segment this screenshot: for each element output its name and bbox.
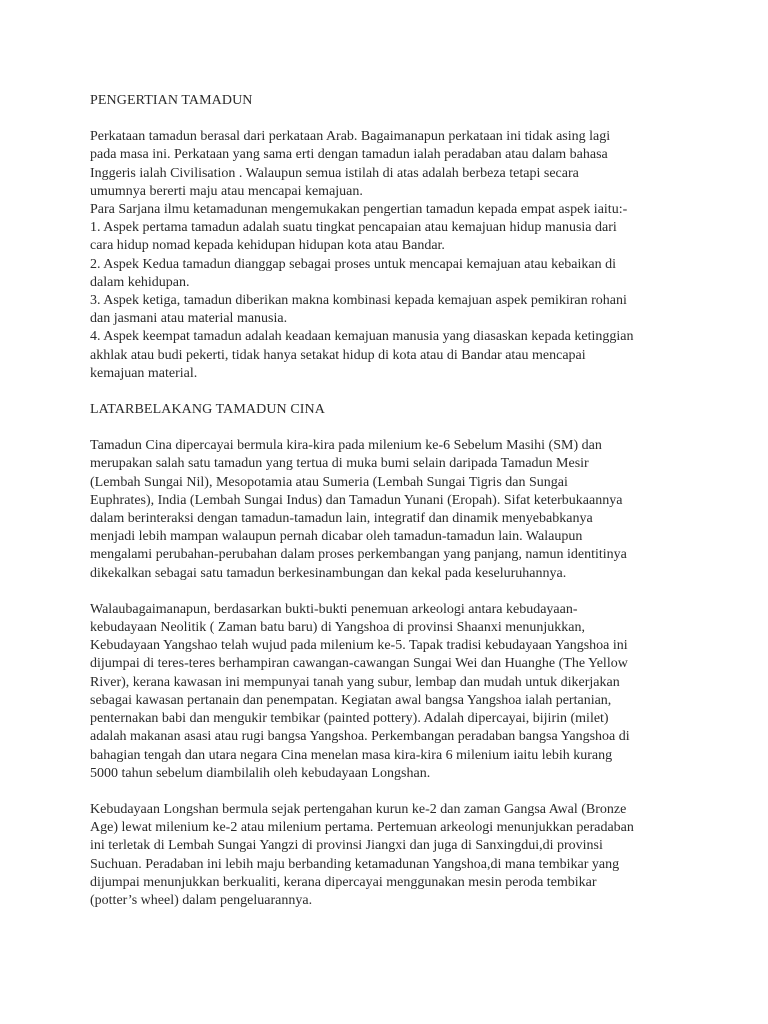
section-pengertian-tamadun <box>90 92 720 383</box>
text-line: 1. Aspek pertama tamadun adalah suatu tingkat pencapaian atau kemajuan hidup manusia dari <box>90 220 617 236</box>
text-line: dikekalkan sebagai satu tamadun berkesinambungan dan kekal pada keseluruhannya. <box>90 565 567 581</box>
text-line: menjadi lebih mampan walaupun pernah dicabar oleh tamadun-tamadun lain. Walaupun <box>90 529 583 545</box>
text-line: kebudayaan Neolitik ( Zaman batu baru) di Yangshoa di provinsi Shaanxi menunjukkan, <box>90 620 585 636</box>
text-line: sebagai kawasan pertanain dan penempatan. Kegiatan awal bangsa Yangshoa ialah pertanian, <box>90 692 612 708</box>
section-latarbelakang-tamadun-cina <box>90 401 720 910</box>
text-line: (Lembah Sungai Nil), Mesopotamia atau Sumeria (Lembah Sungai Tigris dan Sungai <box>90 474 568 490</box>
paragraph <box>90 601 720 783</box>
text-line: Age) lewat milenium ke-2 atau milenium pertama. Pertemuan arkeologi menunjukkan peradaban <box>90 820 634 836</box>
text-line: dalam kehidupan. <box>90 274 190 290</box>
text-line: kemajuan material. <box>90 365 198 381</box>
text-line: pada masa ini. Perkataan yang sama erti dengan tamadun ialah peradaban atau dalam bahasa <box>90 147 608 163</box>
text-line: cara hidup nomad kepada kehidupan hidupan kota atau Bandar. <box>90 238 445 254</box>
text-line: Perkataan tamadun berasal dari perkataan Arab. Bagaimanapun perkataan ini tidak asing lagi <box>90 129 611 145</box>
text-line: Kebudayaan Longshan bermula sejak pertengahan kurun ke-2 dan zaman Gangsa Awal (Bronze <box>90 801 627 817</box>
text-line: adalah makanan asasi atau rugi bangsa Yangshoa. Perkembangan peradaban bangsa Yangshoa di <box>90 729 630 745</box>
text-line: akhlak atau budi pekerti, tidak hanya setakat hidup di kota atau di Bandar atau mencapai <box>90 347 586 363</box>
text-line: mengalami perubahan-perubahan dalam proses perkembangan yang panjang, namun identitinya <box>90 547 627 563</box>
text-line: 3. Aspek ketiga, tamadun diberikan makna kombinasi kepada kemajuan aspek pemikiran rohani <box>90 293 627 309</box>
text-line: ini terletak di Lembah Sungai Yangzi di provinsi Jiangxi dan juga di Sanxingdui,di provinsi <box>90 838 603 854</box>
text-line: 4. Aspek keempat tamadun adalah keadaan kemajuan manusia yang diasaskan kepada ketinggian <box>90 329 634 345</box>
paragraph <box>90 437 720 583</box>
text-line: penternakan babi dan mengukir tembikar (painted pottery). Adalah dipercayai, bijirin (milet) <box>90 711 609 727</box>
document-page <box>90 92 720 910</box>
text-line: (potter’s wheel) dalam pengeluarannya. <box>90 892 313 908</box>
text-line: 5000 tahun sebelum diambilalih oleh kebudayaan Longshan. <box>90 765 431 781</box>
paragraph <box>90 128 720 383</box>
text-line: dijumpai di teres-teres berhampiran cawangan-cawangan Sungai Wei dan Huanghe (The Yellow <box>90 656 628 672</box>
text-line: Walaubagaimanapun, berdasarkan bukti-bukti penemuan arkeologi antara kebudayaan- <box>90 601 578 617</box>
text-line: 2. Aspek Kedua tamadun dianggap sebagai proses untuk mencapai kemajuan atau kebaikan di <box>90 256 616 272</box>
text-line: Kebudayaan Yangshao telah wujud pada milenium ke-5. Tapak tradisi kebudayaan Yangshoa ini <box>90 638 628 654</box>
text-line: dan jasmani atau material manusia. <box>90 311 288 327</box>
text-line: Euphrates), India (Lembah Sungai Indus) dan Tamadun Yunani (Eropah). Sifat keterbukaannya <box>90 492 623 508</box>
section-heading: LATARBELAKANG TAMADUN CINA <box>90 402 325 418</box>
text-line: dalam berinteraksi dengan tamadun-tamadun lain, integratif dan dinamik menyebabkanya <box>90 511 593 527</box>
text-line: Inggeris ialah Civilisation . Walaupun semua istilah di atas adalah berbeza tetapi secara <box>90 165 579 181</box>
text-line: bahagian tengah dan utara negara Cina menelan masa kira-kira 6 milenium iaitu lebih kurang <box>90 747 613 763</box>
text-line: Tamadun Cina dipercayai bermula kira-kira pada milenium ke-6 Sebelum Masihi (SM) dan <box>90 438 602 454</box>
text-line: dijumpai menunjukkan berkualiti, kerana dipercayai menggunakan mesin peroda tembikar <box>90 874 597 890</box>
text-line: merupakan salah satu tamadun yang tertua di muka bumi selain daripada Tamadun Mesir <box>90 456 589 472</box>
text-line: umumnya bererti maju atau mencapai kemajuan. <box>90 183 363 199</box>
text-line: River), kerana kawasan ini mempunyai tanah yang subur, lembap dan mudah untuk dikerjakan <box>90 674 620 690</box>
text-line: Suchuan. Peradaban ini lebih maju berbanding ketamadunan Yangshoa,di mana tembikar yang <box>90 856 620 872</box>
text-line: Para Sarjana ilmu ketamadunan mengemukakan pengertian tamadun kepada empat aspek iaitu:- <box>90 202 628 218</box>
paragraph <box>90 801 720 910</box>
section-heading: PENGERTIAN TAMADUN <box>90 93 253 108</box>
